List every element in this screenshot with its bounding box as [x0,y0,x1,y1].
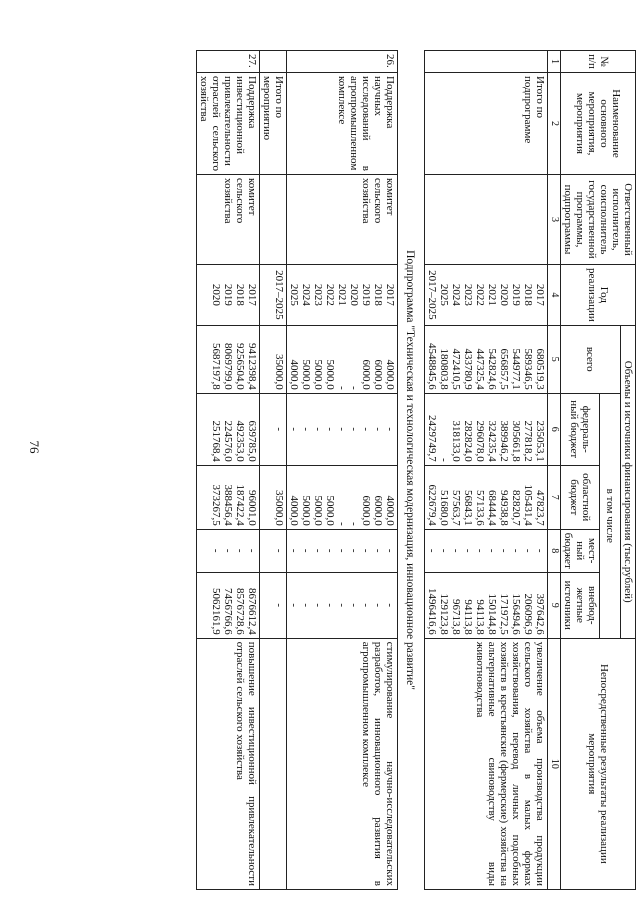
list-value: - [462,548,474,553]
list-value: 2019 [222,283,234,306]
list-value: - [498,548,510,553]
list-value: - [372,427,384,432]
list-value: 542824,6 [486,348,498,390]
list-value: - [312,548,324,553]
list-value: 277818,2 [522,420,534,462]
list-value: 2017 [246,283,258,306]
list-value: 235053,1 [534,420,546,462]
list-value: 2021 [336,283,348,306]
list-value: 8576728,6 [234,588,246,635]
federal-list [287,393,398,465]
index-cell: 5 [548,325,561,393]
list-value: 318133,0 [450,420,462,462]
header-including: в том числе [600,393,621,638]
list-value: 680519,3 [534,348,546,390]
list-value: 96713,8 [450,599,462,635]
executor: комитет сельского хозяйства [287,175,398,265]
list-value: 2022 [324,283,336,306]
rotated-table-sheet [100,0,640,905]
subprogram-total-label: Итого по подпрограмме [425,73,548,175]
year-list [287,265,398,326]
header-local: мест-ный бюджет [561,529,600,572]
index-cell: 2 [548,73,561,175]
list-value: 4000,0 [384,495,396,526]
list-value: 2025 [438,283,450,306]
list-value: - [336,548,348,553]
total-value: 35000,0 [260,325,287,393]
local-list [287,529,398,572]
list-value: 397642,6 [534,593,546,635]
list-value: 2019 [510,283,522,306]
list-value: - [288,603,300,608]
list-value: - [300,427,312,432]
list-value: 2021 [486,283,498,306]
index-cell: 4 [548,265,561,326]
list-value: 1496416,6 [426,588,438,635]
list-value: 2024 [450,283,462,306]
list-value: 433780,9 [462,348,474,390]
list-value: 2019 [360,283,372,306]
list-value: 6000,0 [372,495,384,526]
list-value: 206096,9 [522,593,534,635]
total-year: 2017–2025 [260,265,287,326]
list-value: 187422,4 [234,484,246,526]
list-value: - [300,548,312,553]
list-value: 2022 [474,283,486,306]
list-value: - [336,427,348,432]
header-federal: федераль-ный бюджет [561,393,600,465]
result-text: повышение инвестиционной привлекательности отраслей сельского хозяйства [197,638,260,889]
list-value: - [324,603,336,608]
list-value: - [384,603,396,608]
list-value: - [450,548,462,553]
list-value: 389946,2 [498,420,510,462]
list-value: - [246,548,258,553]
list-value: 622679,4 [426,484,438,526]
local-value: - [260,529,287,572]
list-value: 68444,4 [486,490,498,526]
list-value: 51680,0 [438,490,450,526]
header-number: № п/п [561,51,636,73]
measure-total-label: Итого по мероприятию [260,73,287,175]
list-value: - [288,427,300,432]
list-value: - [474,548,486,553]
list-value: 2020 [210,283,222,306]
list-value: 2017 [384,283,396,306]
list-value: - [324,427,336,432]
list-value: 282824,0 [462,420,474,462]
index-cell: 7 [548,465,561,529]
header-result: Непосредственные результаты реализации мероприятия [561,638,636,889]
list-value: - [360,427,372,432]
index-cell: 3 [548,175,561,265]
list-value: - [300,603,312,608]
header-name: Наименование основного мероприятия, мероприятия [561,73,636,175]
list-value: 57563,7 [450,490,462,526]
total-list [197,325,260,393]
list-value: 5000,0 [300,495,312,526]
list-value: - [288,548,300,553]
federal-list [425,393,548,465]
offbudget-list [287,572,398,638]
subprogram-title: Подпрограмма "Техническая и технологическая модернизация, инновационное развитие" [404,250,416,690]
list-value: 656857,5 [498,348,510,390]
list-value: 7456766,6 [222,588,234,635]
offbudget-value: - [260,572,287,638]
list-value: 6000,0 [360,359,372,390]
list-value: 2018 [522,283,534,306]
list-value: - [384,427,396,432]
list-value: 8069799,0 [222,343,234,390]
index-cell: 1 [548,51,561,73]
list-value: - [348,522,360,526]
list-value: - [348,386,360,390]
list-value: 589346,5 [522,348,534,390]
executor: комитет сельского хозяйства [197,175,260,265]
list-value: 2020 [498,283,510,306]
list-value: - [534,548,546,553]
offbudget-list [197,572,260,638]
list-value: 171972,5 [498,593,510,635]
list-value: 2018 [372,283,384,306]
result-text: стимулирование научно-исследовательских разработок, инновационного развития в агропромышленном комплексе [287,638,398,889]
financing-table [196,50,636,890]
page-number: 76 [27,440,42,454]
list-value: 4000,0 [384,359,396,390]
list-value: - [336,386,348,390]
local-list [425,529,548,572]
list-value: 5062161,9 [210,588,222,635]
header-year: Год реализации [561,265,636,326]
measure-total-row [260,51,287,890]
list-value: - [234,548,246,553]
list-value: 156494,6 [510,593,522,635]
list-value: 2025 [288,283,300,306]
list-value: - [426,548,438,553]
list-value: 105431,4 [522,484,534,526]
list-value: 6000,0 [372,359,384,390]
index-cell: 10 [548,638,561,889]
list-value: 5000,0 [324,495,336,526]
list-value: 8676612,4 [246,588,258,635]
list-value: 82820,7 [510,490,522,526]
list-value: 2429749,7 [426,415,438,462]
list-value: 5000,0 [312,495,324,526]
list-value: - [360,603,372,608]
row-number: 26. [287,51,398,73]
list-value: - [336,603,348,608]
list-value: 94113,8 [474,599,486,635]
list-value: 56843,1 [462,490,474,526]
list-value: 9256504,0 [234,343,246,390]
local-list [197,529,260,572]
list-value: - [312,603,324,608]
list-value: - [438,548,450,553]
list-value: 9412398,4 [246,343,258,390]
list-value: - [222,548,234,553]
list-value: - [384,548,396,553]
list-value: - [336,522,348,526]
list-value: 96001,0 [246,490,258,526]
list-value: 94938,8 [498,490,510,526]
list-value: 4548845,6 [426,343,438,390]
list-value: - [312,427,324,432]
list-value: - [324,548,336,553]
list-value: 180803,8 [438,348,450,390]
federal-list [197,393,260,465]
list-value: 5000,0 [300,359,312,390]
list-value: - [348,427,360,432]
total-list [287,325,398,393]
list-value: 492353,0 [234,420,246,462]
header-regional: областной бюджет [561,465,600,529]
list-value: 324235,4 [486,420,498,462]
list-value: 150144,8 [486,593,498,635]
list-value: 5000,0 [324,359,336,390]
list-value: 4000,0 [288,359,300,390]
list-value: 251768,4 [210,420,222,462]
list-value: - [348,548,360,553]
list-value: - [372,603,384,608]
list-value: 2018 [234,283,246,306]
list-value: 2017–2025 [426,270,438,320]
regional-list [197,465,260,529]
list-value: 373267,5 [210,484,222,526]
list-value: 2017 [534,283,546,306]
list-value: 4000,0 [288,495,300,526]
list-value: - [438,458,450,462]
index-cell: 8 [548,529,561,572]
list-value: 57133,6 [474,490,486,526]
year-list [425,265,548,326]
table-row [197,51,260,890]
list-value: - [510,548,522,553]
list-value: 224576,0 [222,420,234,462]
list-value: 2023 [462,283,474,306]
measure-name: Поддержка научных исследований в агропромышленном комплексе [287,73,398,175]
list-value: - [522,548,534,553]
header-funding: Объемы и источники финансирования (тыс.рублей) [621,325,636,638]
list-value: 388456,4 [222,484,234,526]
measure-name: Поддержка инвестиционной привлекательности отраслей сельского хозяйства [197,73,260,175]
regional-value: 35000,0 [260,465,287,529]
list-value: 639785,0 [246,420,258,462]
list-value: - [360,548,372,553]
subprogram-total-row [425,51,548,890]
index-cell: 9 [548,572,561,638]
list-value: 305661,8 [510,420,522,462]
table-row [287,51,398,890]
result-text: увеличение объема производства продукции сельского хозяйства в малых формах хозяйствования, перевод личных подсобных хозяйств в крестьянские (фермерские) хозяйства на альтернативные свиноводству виды животноводства [425,638,548,889]
list-value: - [210,548,222,553]
total-list [425,325,548,393]
header-executor: Ответственный исполнитель, соисполнитель государственной программы, подпрограммы [561,175,636,265]
list-value: 6000,0 [360,495,372,526]
list-value: 447325,4 [474,348,486,390]
list-value: - [486,548,498,553]
list-value: 2023 [312,283,324,306]
list-value: 2024 [300,283,312,306]
list-value: 2020 [348,283,360,306]
list-value: 5687197,8 [210,343,222,390]
regional-list [287,465,398,529]
list-value: 296078,0 [474,420,486,462]
list-value: 47823,7 [534,490,546,526]
list-value: 129123,8 [438,593,450,635]
header-offbudget: внебюд-жетные источники [561,572,600,638]
list-value: 544977,1 [510,348,522,390]
list-value: - [372,548,384,553]
list-value: - [348,603,360,608]
header-total: всего [561,325,621,393]
list-value: 94113,8 [462,599,474,635]
list-value: 472410,5 [450,348,462,390]
index-cell: 6 [548,393,561,465]
regional-list [425,465,548,529]
offbudget-list [425,572,548,638]
list-value: 5000,0 [312,359,324,390]
federal-value: - [260,393,287,465]
year-list [197,265,260,326]
row-number: 27. [197,51,260,73]
